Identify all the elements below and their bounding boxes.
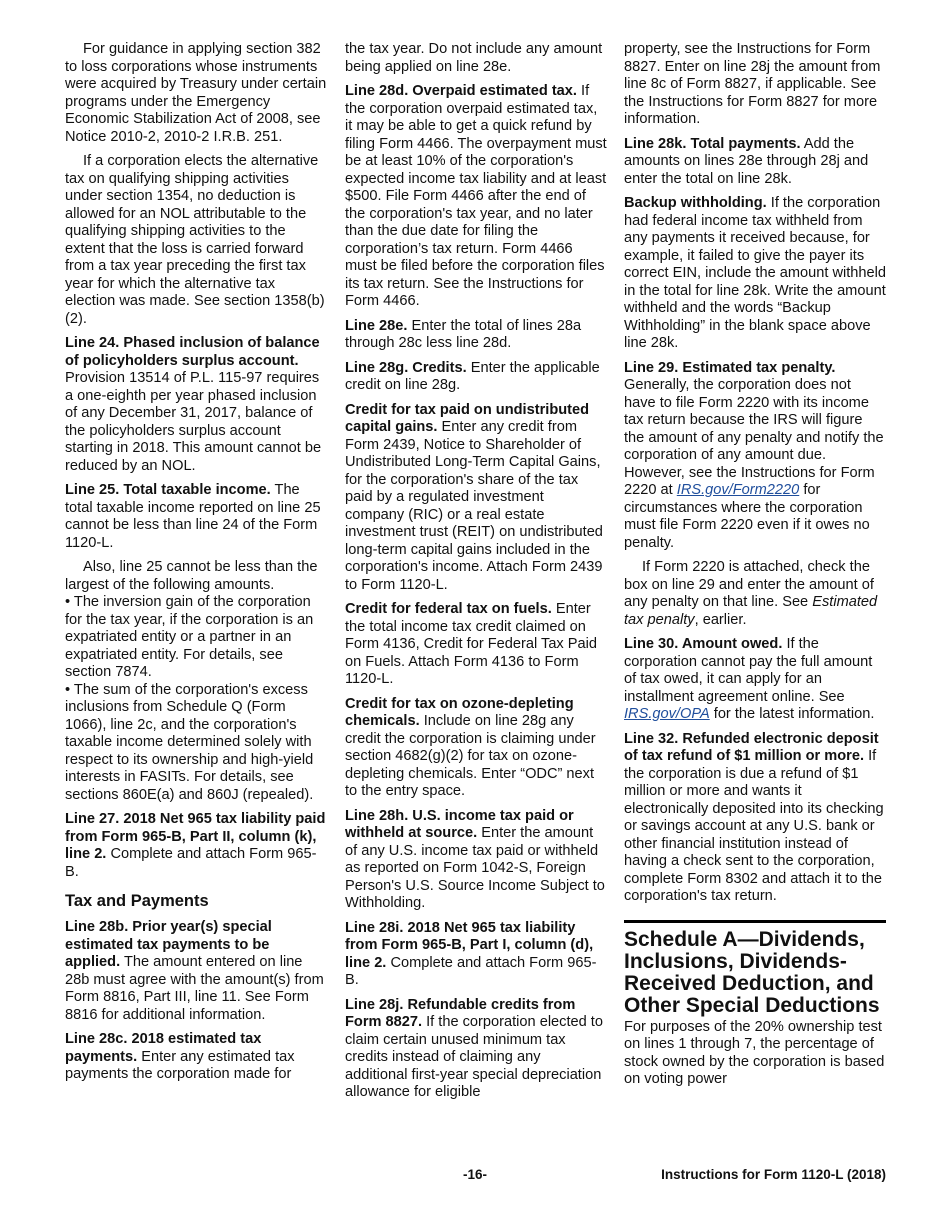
paragraph: If a corporation elects the alternative tax on qualifying shipping activities under section 1354, no deduction is allowed for an NOL attributable to the qualifying shipping activities to the extent that the loss is carried forward from a tax year preceding the first tax year for which the alternative tax election was made. See section 1358(b)(2). [65, 153, 325, 327]
bullet-icon: • [65, 594, 74, 610]
line25-heading: Line 25. Total taxable income. [65, 482, 271, 498]
page-number: -16- [462, 1167, 487, 1182]
ozone-credit-heading: Credit for tax on ozone-depleting chemicals. [345, 695, 574, 729]
undistributed-gains-section: Credit for tax paid on undistributed capital gains. Enter any credit from Form 2439, Notice to Shareholder of Undistributed Long-Term Capital Gains, for the corporation's share of the tax paid by a regulated investment company (RIC) or a real estate investment trust (REIT) on undistributed long-term capital gains included in the corporation's income. Attach Form 2439 to Form 1120-L. [345, 401, 603, 593]
line28g-section: Line 28g. Credits. Enter the applicable credit on line 28g. [345, 359, 600, 393]
ozone-credit-section: Credit for tax on ozone-depleting chemicals. Include on line 28g any credit the corporation is claiming under section 4682(g)(2) for tax on ozone-depleting chemicals. Enter “ODC” next to the entry space. [345, 695, 596, 799]
paragraph: For purposes of the 20% ownership test on lines 1 through 7, the percentage of stock owned by the corporation is based on voting power [624, 1018, 885, 1087]
section-divider [624, 920, 886, 923]
opa-link[interactable]: IRS.gov/OPA [624, 706, 710, 722]
line28h-section: Line 28h. U.S. income tax paid or withheld at source. Enter the amount of any U.S. income tax paid or withheld as reported on Form 1042-S, Foreign Person's U.S. Source Income Subject to Withholding. [345, 807, 605, 911]
line28j-heading: Line 28j. Refundable credits from Form 8827. [345, 996, 576, 1030]
line30-heading: Line 30. Amount owed. [624, 636, 783, 652]
line28c-heading: Line 28c. 2018 estimated tax payments. [65, 1031, 262, 1065]
line28h-heading: Line 28h. U.S. income tax paid or withheld at source. [345, 807, 574, 841]
schedule-a-heading: Schedule A—Dividends, Inclusions, Dividends-Received Deduction, and Other Special Deductions [624, 927, 880, 1017]
bullet-item: • The sum of the corporation's excess inclusions from Schedule Q (Form 1066), line 2c, and the corporation's taxable income determined solely with respect to its ownership and high-yield interests in FASITs. For details, see sections 860E(a) and 860J (repealed). [65, 681, 314, 803]
paragraph: For guidance in applying section 382 to loss corporations whose instruments were acquired by Treasury under certain programs under the Emergency Economic Stabilization Act of 2008, see Notice 2010-2, 2010-2 I.R.B. 251. [65, 41, 327, 145]
undistributed-gains-heading: Credit for tax paid on undistributed capital gains. [345, 401, 590, 435]
line28i-section: Line 28i. 2018 Net 965 tax liability from Form 965-B, Part I, column (d), line 2. Complete and attach Form 965-B. [345, 919, 597, 988]
line27-heading: Line 27. 2018 Net 965 tax liability paid from Form 965-B, Part II, column (k), line 2. [65, 811, 326, 862]
footer-form-title: Instructions for Form 1120-L (2018) [661, 1167, 886, 1182]
line28k-section: Line 28k. Total payments. Add the amounts on lines 28e through 28j and enter the total on line 28k. [624, 135, 869, 187]
column-right [624, 41, 886, 1096]
cross-reference: Estimated tax penalty [624, 594, 878, 628]
backup-withholding-heading: Backup withholding. [624, 195, 767, 211]
bullet-item: • The inversion gain of the corporation for the tax year, if the corporation is an expatriated entity or a partner in an expatriated entity. For details, see section 7874. [65, 594, 314, 680]
fuels-credit-heading: Credit for federal tax on fuels. [345, 601, 552, 617]
line32-heading: Line 32. Refunded electronic deposit of tax refund of $1 million or more. [624, 730, 879, 764]
paragraph: If Form 2220 is attached, check the box on line 29 and enter the amount of any penalty on that line. See Estimated tax penalty, earlier. [624, 559, 878, 628]
paragraph: property, see the Instructions for Form 8827. Enter on line 28j the amount from line 8c of Form 8827, if applicable. See the Instructions for Form 8827 for more information. [624, 41, 881, 127]
line28g-heading: Line 28g. Credits. [345, 359, 467, 376]
line24-heading: Line 24. Phased inclusion of balance of policyholders surplus account. [65, 335, 320, 369]
line25-section: Line 25. Total taxable income. The total taxable income reported on line 25 cannot be less than line 24 of the Form 1120-L. [65, 482, 321, 551]
form2220-link[interactable]: IRS.gov/Form2220 [676, 482, 800, 498]
paragraph: Also, line 25 cannot be less than the largest of the following amounts. [65, 559, 318, 593]
fuels-credit-section: Credit for federal tax on fuels. Enter the total income tax credit claimed on Form 4136, Credit for Federal Tax Paid on Fuels. Attach Form 4136 to Form 1120-L. [345, 601, 597, 687]
line29-section: Line 29. Estimated tax penalty. Generally, the corporation does not have to file Form 2220 with its income tax return because the IRS will figure the amount of any penalty and notify the corporation of any amount due. However, see the Instructions for Form 2220 at IRS.gov/Form2220 for circumstances where the corporation must file Form 2220 even if it owes no penalty. [624, 359, 884, 551]
line28e-section: Line 28e. Enter the total of lines 28a through 28c less line 28d. [345, 317, 582, 351]
line28b-heading: Line 28b. Prior year(s) special estimated tax payments to be applied. [65, 919, 272, 970]
line28j-section: Line 28j. Refundable credits from Form 8827. If the corporation elected to claim certain unused minimum tax credits instead of claiming any additional first-year special depreciation allowance for eligible [345, 996, 603, 1100]
line27-section: Line 27. 2018 Net 965 tax liability paid from Form 965-B, Part II, column (k), line 2. Complete and attach Form 965-B. [65, 811, 326, 880]
line28k-heading: Line 28k. Total payments. [624, 135, 801, 152]
paragraph: the tax year. Do not include any amount being applied on line 28e. [345, 41, 603, 75]
line24-section: Line 24. Phased inclusion of balance of policyholders surplus account. Provision 13514 of P.L. 115-97 requires a one-eighth per year phased inclusion of any December 31, 2017, balance of the policyholders surplus account starting in 2018. This amount cannot be reduced by an NOL. [65, 335, 322, 474]
section-heading: Tax and Payments [65, 892, 209, 910]
bullet-icon: • [65, 681, 74, 698]
line28i-heading: Line 28i. 2018 Net 965 tax liability from Form 965-B, Part I, column (d), line 2. [345, 919, 594, 971]
line28c-section: Line 28c. 2018 estimated tax payments. Enter any estimated tax payments the corporation made for [65, 1031, 295, 1082]
column-left [65, 41, 327, 1091]
line32-section: Line 32. Refunded electronic deposit of tax refund of $1 million or more. If the corporation is due a refund of $1 million or more and wants it electronically deposited into its checking or savings account at any U.S. bank or other financial institution instead of having a check sent to the corporation, complete Form 8302 and attach it to the corporation's tax return. [624, 730, 884, 904]
line28e-heading: Line 28e. [345, 317, 408, 334]
backup-withholding-section: Backup withholding. If the corporation had federal income tax withheld from any payments it received because, for example, it failed to give the payer its correct EIN, include the amount withheld in the total for line 28k. Write the amount withheld and the words “Backup Withholding” in the blank space above line 28k. [624, 195, 887, 351]
line28d-heading: Line 28d. Overpaid estimated tax. [345, 83, 577, 99]
line28b-section: Line 28b. Prior year(s) special estimated tax payments to be applied. The amount entered on line 28b must agree with the amount(s) from Form 8816, Part III, line 11. See Form 8816 for additional information. [65, 919, 324, 1023]
line29-heading: Line 29. Estimated tax penalty. [624, 359, 836, 376]
line30-section: Line 30. Amount owed. If the corporation cannot pay the full amount of tax owed, it can apply for an installment agreement online. See IRS.gov/OPA for the latest information. [624, 636, 875, 722]
line28d-section: Line 28d. Overpaid estimated tax. If the corporation overpaid estimated tax, it may be able to get a quick refund by filing Form 4466. The overpayment must be at least 10% of the corporation's expected income tax liability and at least $500. File Form 4466 after the end of the corporation's tax year, and no later than the due date for filing the corporation’s tax return. Form 4466 must be filed before the corporation files its tax return. See the Instructions for Form 4466. [345, 83, 607, 309]
column-middle [345, 41, 607, 1109]
